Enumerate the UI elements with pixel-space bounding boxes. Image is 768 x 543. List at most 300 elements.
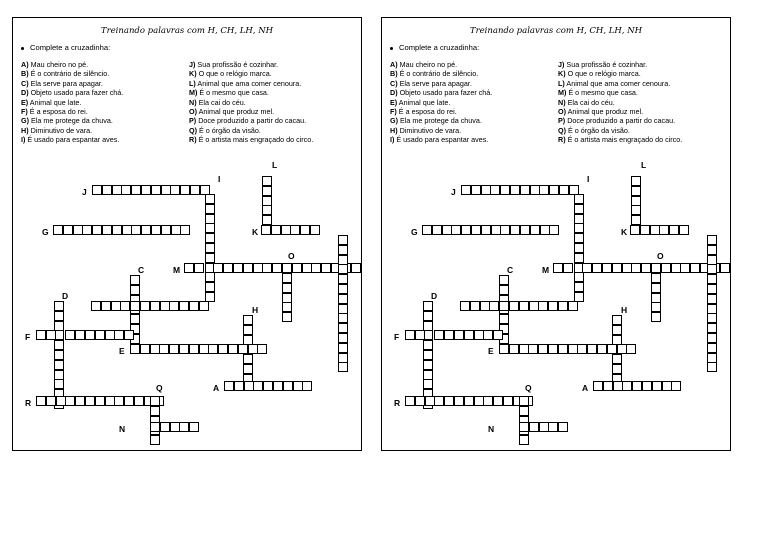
- crossword-cell[interactable]: [150, 422, 160, 432]
- crossword-cell[interactable]: [626, 344, 636, 354]
- crossword-cell[interactable]: [548, 344, 558, 354]
- crossword-cell[interactable]: [233, 263, 243, 273]
- crossword-cell[interactable]: [243, 315, 253, 325]
- crossword-cell[interactable]: [720, 263, 730, 273]
- crossword-cell[interactable]: [707, 304, 717, 314]
- crossword-cell[interactable]: [671, 263, 681, 273]
- crossword-cell[interactable]: [321, 263, 331, 273]
- crossword-cell[interactable]: [91, 301, 101, 311]
- crossword-cell[interactable]: [612, 364, 622, 374]
- crossword-cell[interactable]: [338, 313, 348, 323]
- crossword-cell[interactable]: [223, 263, 233, 273]
- crossword-cell[interactable]: [530, 225, 540, 235]
- crossword-cell[interactable]: [444, 396, 454, 406]
- crossword-cell[interactable]: [538, 301, 548, 311]
- crossword-cell[interactable]: [679, 225, 689, 235]
- crossword-cell[interactable]: [130, 314, 140, 324]
- crossword-cell[interactable]: [46, 396, 56, 406]
- crossword-cell[interactable]: [680, 263, 690, 273]
- crossword-cell[interactable]: [549, 225, 559, 235]
- crossword-cell[interactable]: [205, 253, 215, 263]
- crossword-cell[interactable]: [105, 396, 115, 406]
- crossword-cell[interactable]: [281, 225, 291, 235]
- crossword-cell[interactable]: [539, 422, 549, 432]
- crossword-cell[interactable]: [499, 275, 509, 285]
- crossword-cell[interactable]: [631, 176, 641, 186]
- crossword-cell[interactable]: [574, 223, 584, 233]
- crossword-cell[interactable]: [597, 344, 607, 354]
- crossword-cell[interactable]: [54, 370, 64, 380]
- crossword-cell[interactable]: [651, 293, 661, 303]
- crossword-cell[interactable]: [205, 204, 215, 214]
- crossword-cell[interactable]: [131, 225, 141, 235]
- crossword-cell[interactable]: [213, 263, 223, 273]
- crossword-cell[interactable]: [470, 301, 480, 311]
- crossword-cell[interactable]: [171, 225, 181, 235]
- crossword-cell[interactable]: [558, 301, 568, 311]
- crossword-cell[interactable]: [415, 330, 425, 340]
- crossword-cell[interactable]: [63, 225, 73, 235]
- crossword-cell[interactable]: [593, 381, 603, 391]
- crossword-cell[interactable]: [587, 344, 597, 354]
- crossword-cell[interactable]: [432, 225, 442, 235]
- crossword-cell[interactable]: [151, 185, 161, 195]
- crossword-cell[interactable]: [707, 333, 717, 343]
- crossword-cell[interactable]: [85, 330, 95, 340]
- crossword-cell[interactable]: [159, 344, 169, 354]
- crossword-cell[interactable]: [707, 255, 717, 265]
- crossword-cell[interactable]: [423, 379, 433, 389]
- crossword-cell[interactable]: [519, 435, 529, 445]
- crossword-cell[interactable]: [489, 301, 499, 311]
- crossword-cell[interactable]: [423, 340, 433, 350]
- crossword-cell[interactable]: [170, 185, 180, 195]
- crossword-cell[interactable]: [54, 311, 64, 321]
- crossword-cell[interactable]: [169, 344, 179, 354]
- crossword-cell[interactable]: [574, 253, 584, 263]
- crossword-cell[interactable]: [205, 282, 215, 292]
- crossword-cell[interactable]: [253, 381, 263, 391]
- crossword-cell[interactable]: [194, 263, 204, 273]
- crossword-cell[interactable]: [613, 381, 623, 391]
- crossword-cell[interactable]: [549, 185, 559, 195]
- crossword-cell[interactable]: [150, 396, 160, 406]
- crossword-cell[interactable]: [474, 330, 484, 340]
- crossword-cell[interactable]: [662, 381, 672, 391]
- crossword-cell[interactable]: [262, 196, 272, 206]
- crossword-cell[interactable]: [530, 185, 540, 195]
- crossword-cell[interactable]: [310, 225, 320, 235]
- crossword-cell[interactable]: [262, 176, 272, 186]
- crossword-cell[interactable]: [124, 396, 134, 406]
- crossword-cell[interactable]: [160, 422, 170, 432]
- crossword-cell[interactable]: [140, 301, 150, 311]
- crossword-cell[interactable]: [631, 215, 641, 225]
- crossword-cell[interactable]: [707, 264, 717, 274]
- crossword-cell[interactable]: [707, 235, 717, 245]
- crossword-cell[interactable]: [631, 186, 641, 196]
- crossword-cell[interactable]: [273, 381, 283, 391]
- crossword-cell[interactable]: [290, 225, 300, 235]
- crossword-cell[interactable]: [112, 185, 122, 195]
- crossword-cell[interactable]: [257, 344, 267, 354]
- crossword-cell[interactable]: [272, 263, 282, 273]
- crossword-cell[interactable]: [95, 396, 105, 406]
- crossword-cell[interactable]: [577, 344, 587, 354]
- crossword-cell[interactable]: [540, 225, 550, 235]
- crossword-cell[interactable]: [169, 301, 179, 311]
- crossword-cell[interactable]: [160, 301, 170, 311]
- crossword-cell[interactable]: [650, 225, 660, 235]
- crossword-cell[interactable]: [415, 396, 425, 406]
- crossword-cell[interactable]: [661, 263, 671, 273]
- crossword-cell[interactable]: [529, 301, 539, 311]
- crossword-cell[interactable]: [563, 263, 573, 273]
- crossword-cell[interactable]: [558, 422, 568, 432]
- crossword-cell[interactable]: [707, 284, 717, 294]
- crossword-cell[interactable]: [707, 323, 717, 333]
- crossword-cell[interactable]: [434, 396, 444, 406]
- crossword-cell[interactable]: [338, 235, 348, 245]
- crossword-cell[interactable]: [102, 185, 112, 195]
- crossword-cell[interactable]: [481, 185, 491, 195]
- crossword-cell[interactable]: [669, 225, 679, 235]
- crossword-cell[interactable]: [707, 294, 717, 304]
- crossword-cell[interactable]: [351, 263, 361, 273]
- crossword-cell[interactable]: [161, 225, 171, 235]
- crossword-cell[interactable]: [199, 344, 209, 354]
- crossword-cell[interactable]: [651, 312, 661, 322]
- crossword-cell[interactable]: [124, 330, 134, 340]
- crossword-cell[interactable]: [141, 185, 151, 195]
- crossword-cell[interactable]: [54, 379, 64, 389]
- crossword-cell[interactable]: [130, 301, 140, 311]
- crossword-cell[interactable]: [509, 301, 519, 311]
- crossword-cell[interactable]: [161, 185, 171, 195]
- crossword-cell[interactable]: [114, 396, 124, 406]
- crossword-cell[interactable]: [205, 194, 215, 204]
- crossword-cell[interactable]: [622, 263, 632, 273]
- crossword-cell[interactable]: [36, 396, 46, 406]
- crossword-cell[interactable]: [282, 312, 292, 322]
- crossword-cell[interactable]: [205, 243, 215, 253]
- crossword-cell[interactable]: [607, 344, 617, 354]
- crossword-cell[interactable]: [205, 214, 215, 224]
- crossword-cell[interactable]: [338, 255, 348, 265]
- crossword-cell[interactable]: [293, 381, 303, 391]
- crossword-cell[interactable]: [46, 330, 56, 340]
- crossword-cell[interactable]: [121, 185, 131, 195]
- crossword-cell[interactable]: [500, 185, 510, 195]
- crossword-cell[interactable]: [519, 422, 529, 432]
- crossword-cell[interactable]: [568, 344, 578, 354]
- crossword-cell[interactable]: [85, 396, 95, 406]
- crossword-cell[interactable]: [111, 301, 121, 311]
- crossword-cell[interactable]: [92, 185, 102, 195]
- crossword-cell[interactable]: [631, 263, 641, 273]
- crossword-cell[interactable]: [130, 344, 140, 354]
- crossword-cell[interactable]: [150, 301, 160, 311]
- crossword-cell[interactable]: [338, 274, 348, 284]
- crossword-cell[interactable]: [262, 215, 272, 225]
- crossword-cell[interactable]: [520, 185, 530, 195]
- crossword-cell[interactable]: [338, 333, 348, 343]
- crossword-cell[interactable]: [271, 225, 281, 235]
- crossword-cell[interactable]: [208, 344, 218, 354]
- crossword-cell[interactable]: [65, 396, 75, 406]
- crossword-cell[interactable]: [243, 263, 253, 273]
- crossword-cell[interactable]: [92, 225, 102, 235]
- crossword-cell[interactable]: [338, 323, 348, 333]
- crossword-cell[interactable]: [130, 275, 140, 285]
- crossword-cell[interactable]: [180, 225, 190, 235]
- crossword-cell[interactable]: [461, 225, 471, 235]
- crossword-cell[interactable]: [480, 301, 490, 311]
- crossword-cell[interactable]: [690, 263, 700, 273]
- crossword-cell[interactable]: [120, 301, 130, 311]
- crossword-cell[interactable]: [283, 381, 293, 391]
- crossword-cell[interactable]: [460, 301, 470, 311]
- crossword-cell[interactable]: [151, 225, 161, 235]
- crossword-cell[interactable]: [179, 422, 189, 432]
- crossword-cell[interactable]: [54, 340, 64, 350]
- crossword-cell[interactable]: [243, 325, 253, 335]
- crossword-cell[interactable]: [422, 225, 432, 235]
- crossword-cell[interactable]: [302, 381, 312, 391]
- crossword-cell[interactable]: [282, 263, 292, 273]
- crossword-cell[interactable]: [510, 185, 520, 195]
- crossword-cell[interactable]: [631, 196, 641, 206]
- crossword-cell[interactable]: [101, 301, 111, 311]
- crossword-cell[interactable]: [423, 360, 433, 370]
- crossword-cell[interactable]: [102, 225, 112, 235]
- crossword-cell[interactable]: [574, 204, 584, 214]
- crossword-cell[interactable]: [73, 225, 83, 235]
- crossword-cell[interactable]: [707, 353, 717, 363]
- crossword-cell[interactable]: [65, 330, 75, 340]
- crossword-cell[interactable]: [471, 185, 481, 195]
- crossword-cell[interactable]: [520, 225, 530, 235]
- crossword-cell[interactable]: [510, 225, 520, 235]
- crossword-cell[interactable]: [471, 225, 481, 235]
- crossword-cell[interactable]: [659, 225, 669, 235]
- crossword-cell[interactable]: [243, 354, 253, 364]
- crossword-cell[interactable]: [464, 330, 474, 340]
- crossword-cell[interactable]: [491, 225, 501, 235]
- crossword-cell[interactable]: [248, 344, 258, 354]
- crossword-cell[interactable]: [190, 185, 200, 195]
- crossword-cell[interactable]: [642, 381, 652, 391]
- crossword-cell[interactable]: [112, 225, 122, 235]
- crossword-cell[interactable]: [425, 396, 435, 406]
- crossword-cell[interactable]: [338, 304, 348, 314]
- crossword-cell[interactable]: [54, 301, 64, 311]
- crossword-cell[interactable]: [651, 302, 661, 312]
- crossword-cell[interactable]: [423, 311, 433, 321]
- crossword-cell[interactable]: [54, 360, 64, 370]
- crossword-cell[interactable]: [509, 344, 519, 354]
- crossword-cell[interactable]: [150, 344, 160, 354]
- crossword-cell[interactable]: [574, 243, 584, 253]
- crossword-cell[interactable]: [54, 350, 64, 360]
- crossword-cell[interactable]: [114, 330, 124, 340]
- crossword-cell[interactable]: [53, 225, 63, 235]
- crossword-cell[interactable]: [651, 263, 661, 273]
- crossword-cell[interactable]: [122, 225, 132, 235]
- crossword-cell[interactable]: [75, 330, 85, 340]
- crossword-cell[interactable]: [262, 263, 272, 273]
- crossword-cell[interactable]: [461, 185, 471, 195]
- crossword-cell[interactable]: [707, 274, 717, 284]
- crossword-cell[interactable]: [612, 263, 622, 273]
- crossword-cell[interactable]: [622, 381, 632, 391]
- crossword-cell[interactable]: [451, 225, 461, 235]
- crossword-cell[interactable]: [602, 263, 612, 273]
- crossword-cell[interactable]: [338, 284, 348, 294]
- crossword-cell[interactable]: [150, 435, 160, 445]
- crossword-cell[interactable]: [205, 272, 215, 282]
- crossword-cell[interactable]: [493, 330, 503, 340]
- crossword-cell[interactable]: [263, 381, 273, 391]
- crossword-cell[interactable]: [483, 396, 493, 406]
- crossword-cell[interactable]: [592, 263, 602, 273]
- crossword-cell[interactable]: [134, 396, 144, 406]
- crossword-cell[interactable]: [612, 325, 622, 335]
- crossword-cell[interactable]: [423, 370, 433, 380]
- crossword-cell[interactable]: [603, 381, 613, 391]
- crossword-cell[interactable]: [205, 233, 215, 243]
- crossword-cell[interactable]: [442, 225, 452, 235]
- crossword-cell[interactable]: [483, 330, 493, 340]
- crossword-cell[interactable]: [519, 301, 529, 311]
- crossword-cell[interactable]: [631, 205, 641, 215]
- crossword-cell[interactable]: [641, 263, 651, 273]
- crossword-cell[interactable]: [574, 214, 584, 224]
- crossword-cell[interactable]: [292, 263, 302, 273]
- crossword-cell[interactable]: [282, 273, 292, 283]
- crossword-cell[interactable]: [574, 282, 584, 292]
- crossword-cell[interactable]: [95, 330, 105, 340]
- crossword-cell[interactable]: [228, 344, 238, 354]
- crossword-cell[interactable]: [243, 364, 253, 374]
- crossword-cell[interactable]: [282, 293, 292, 303]
- crossword-cell[interactable]: [519, 344, 529, 354]
- crossword-cell[interactable]: [302, 263, 312, 273]
- crossword-cell[interactable]: [474, 396, 484, 406]
- crossword-cell[interactable]: [338, 353, 348, 363]
- crossword-cell[interactable]: [180, 185, 190, 195]
- crossword-cell[interactable]: [234, 381, 244, 391]
- crossword-cell[interactable]: [300, 225, 310, 235]
- crossword-cell[interactable]: [56, 396, 66, 406]
- crossword-cell[interactable]: [36, 330, 46, 340]
- crossword-cell[interactable]: [253, 263, 263, 273]
- crossword-cell[interactable]: [539, 185, 549, 195]
- crossword-cell[interactable]: [671, 381, 681, 391]
- crossword-cell[interactable]: [707, 362, 717, 372]
- crossword-cell[interactable]: [224, 381, 234, 391]
- crossword-cell[interactable]: [630, 225, 640, 235]
- crossword-cell[interactable]: [500, 225, 510, 235]
- crossword-cell[interactable]: [261, 225, 271, 235]
- crossword-cell[interactable]: [141, 225, 151, 235]
- crossword-cell[interactable]: [707, 245, 717, 255]
- crossword-cell[interactable]: [617, 344, 627, 354]
- crossword-cell[interactable]: [464, 396, 474, 406]
- crossword-cell[interactable]: [548, 422, 558, 432]
- crossword-cell[interactable]: [612, 315, 622, 325]
- crossword-cell[interactable]: [652, 381, 662, 391]
- crossword-cell[interactable]: [519, 406, 529, 416]
- crossword-cell[interactable]: [189, 301, 199, 311]
- crossword-cell[interactable]: [651, 283, 661, 293]
- crossword-cell[interactable]: [338, 294, 348, 304]
- crossword-cell[interactable]: [707, 313, 717, 323]
- crossword-cell[interactable]: [244, 381, 254, 391]
- crossword-cell[interactable]: [282, 283, 292, 293]
- crossword-cell[interactable]: [140, 344, 150, 354]
- crossword-cell[interactable]: [423, 301, 433, 311]
- crossword-cell[interactable]: [189, 344, 199, 354]
- crossword-cell[interactable]: [707, 343, 717, 353]
- crossword-cell[interactable]: [444, 330, 454, 340]
- crossword-cell[interactable]: [170, 422, 180, 432]
- crossword-cell[interactable]: [499, 344, 509, 354]
- crossword-cell[interactable]: [499, 285, 509, 295]
- crossword-cell[interactable]: [282, 302, 292, 312]
- crossword-cell[interactable]: [405, 396, 415, 406]
- crossword-cell[interactable]: [179, 344, 189, 354]
- crossword-cell[interactable]: [538, 344, 548, 354]
- crossword-cell[interactable]: [105, 330, 115, 340]
- crossword-cell[interactable]: [493, 396, 503, 406]
- crossword-cell[interactable]: [454, 396, 464, 406]
- crossword-cell[interactable]: [189, 422, 199, 432]
- crossword-cell[interactable]: [131, 185, 141, 195]
- crossword-cell[interactable]: [503, 396, 513, 406]
- crossword-cell[interactable]: [262, 205, 272, 215]
- crossword-cell[interactable]: [338, 245, 348, 255]
- crossword-cell[interactable]: [434, 330, 444, 340]
- crossword-cell[interactable]: [238, 344, 248, 354]
- crossword-cell[interactable]: [559, 185, 569, 195]
- crossword-cell[interactable]: [528, 344, 538, 354]
- crossword-cell[interactable]: [405, 330, 415, 340]
- crossword-cell[interactable]: [262, 186, 272, 196]
- crossword-cell[interactable]: [568, 301, 578, 311]
- crossword-cell[interactable]: [82, 225, 92, 235]
- crossword-cell[interactable]: [184, 263, 194, 273]
- crossword-cell[interactable]: [574, 233, 584, 243]
- crossword-cell[interactable]: [651, 273, 661, 283]
- crossword-cell[interactable]: [423, 350, 433, 360]
- crossword-cell[interactable]: [519, 396, 529, 406]
- crossword-cell[interactable]: [454, 330, 464, 340]
- crossword-cell[interactable]: [499, 314, 509, 324]
- crossword-cell[interactable]: [199, 301, 209, 311]
- crossword-cell[interactable]: [150, 406, 160, 416]
- crossword-cell[interactable]: [553, 263, 563, 273]
- crossword-cell[interactable]: [311, 263, 321, 273]
- crossword-cell[interactable]: [558, 344, 568, 354]
- crossword-cell[interactable]: [481, 225, 491, 235]
- crossword-cell[interactable]: [75, 396, 85, 406]
- crossword-cell[interactable]: [574, 272, 584, 282]
- crossword-cell[interactable]: [179, 301, 189, 311]
- crossword-cell[interactable]: [612, 354, 622, 364]
- crossword-cell[interactable]: [632, 381, 642, 391]
- crossword-cell[interactable]: [490, 185, 500, 195]
